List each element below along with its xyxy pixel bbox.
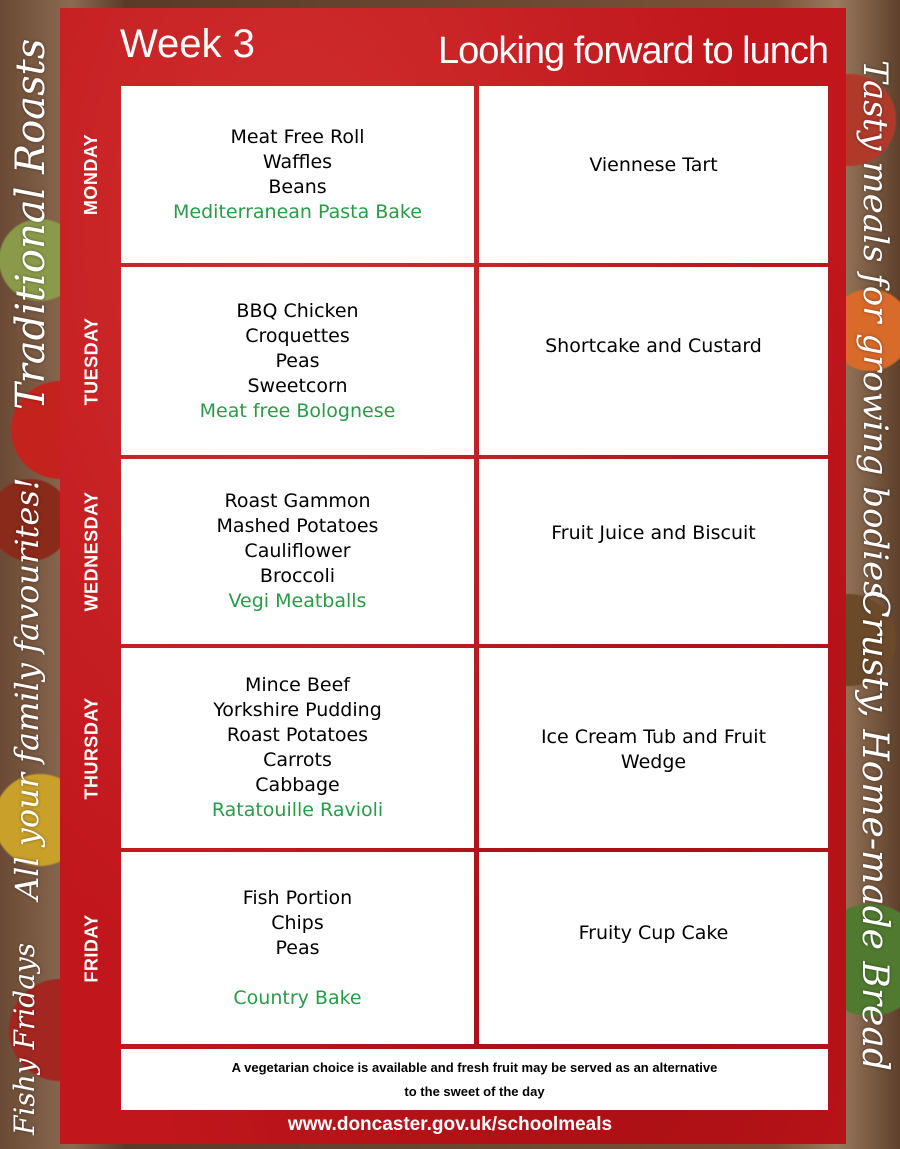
dessert-item: Fruit Juice and Biscuit	[551, 522, 756, 544]
left-banner-top: Traditional Roasts	[8, 38, 54, 410]
left-banner-middle: All your family favourites!	[8, 477, 46, 900]
menu-item: Peas	[275, 349, 320, 372]
wednesday-dessert-cell	[479, 459, 828, 644]
note-line-2: to the sweet of the day	[404, 1083, 545, 1099]
vegetarian-note	[121, 1049, 828, 1110]
vegetarian-option: Mediterranean Pasta Bake	[173, 200, 422, 223]
left-banner-bottom: Fishy Fridays	[8, 942, 41, 1135]
menu-item: Meat Free Roll	[230, 125, 365, 148]
right-banner-top: Tasty meals for growing bodies	[855, 60, 895, 599]
dessert-item: Ice Cream Tub and Fruit	[540, 726, 767, 748]
menu-item: Roast Potatoes	[226, 724, 369, 746]
note-line-1: A vegetarian choice is available and fresh fruit may be served as an alternative	[231, 1059, 718, 1075]
monday-dessert-cell	[479, 86, 828, 263]
dessert-item: Wedge	[620, 751, 687, 773]
week-title: Week 3	[120, 22, 255, 66]
tagline: Looking forward to lunch	[437, 30, 828, 72]
menu-item: BBQ Chicken	[236, 299, 359, 322]
website-url: www.doncaster.gov.uk/schoolmeals	[287, 1114, 613, 1135]
wednesday-main-cell	[121, 459, 474, 644]
vegetarian-option: Ratatouille Ravioli	[211, 799, 384, 821]
menu-item: Cauliflower	[244, 540, 351, 562]
dessert-item: Fruity Cup Cake	[578, 922, 729, 944]
right-banner-bottom: Crusty, Home-made Bread	[854, 590, 895, 1071]
day-label-thursday: THURSDAY	[81, 696, 102, 800]
vegetarian-option: Vegi Meatballs	[228, 590, 367, 612]
tuesday-main-cell	[121, 267, 474, 455]
monday-main-cell	[121, 86, 474, 263]
friday-main-cell	[121, 852, 474, 1044]
day-label-tuesday: TUESDAY	[81, 317, 102, 405]
tuesday-dessert-cell	[479, 267, 828, 455]
menu-item: Croquettes	[245, 324, 350, 347]
menu-item: Chips	[271, 911, 324, 934]
thursday-dessert-cell	[479, 648, 828, 848]
menu-item: Fish Portion	[242, 886, 353, 909]
menu-item: Mashed Potatoes	[216, 515, 379, 537]
menu-item: Carrots	[263, 749, 332, 771]
menu-item: Waffles	[262, 150, 333, 173]
vegetarian-option: Country Bake	[233, 986, 362, 1009]
dessert-item: Viennese Tart	[589, 154, 718, 176]
day-label-monday: MONDAY	[81, 133, 102, 216]
menu-item: Mince Beef	[245, 674, 350, 696]
day-label-wednesday: WEDNESDAY	[81, 491, 102, 612]
dessert-item: Shortcake and Custard	[545, 335, 762, 357]
menu-item: Sweetcorn	[247, 374, 348, 397]
menu-item: Roast Gammon	[224, 490, 371, 512]
menu-item: Cabbage	[255, 774, 340, 796]
menu-item: Broccoli	[259, 565, 336, 587]
vegetarian-option: Meat free Bolognese	[199, 399, 396, 422]
menu-item: Beans	[268, 175, 327, 198]
menu-item: Yorkshire Pudding	[213, 699, 382, 721]
friday-dessert-cell	[479, 852, 828, 1044]
day-label-friday: FRIDAY	[81, 913, 102, 983]
menu-item: Peas	[275, 936, 320, 959]
thursday-main-cell	[121, 648, 474, 848]
